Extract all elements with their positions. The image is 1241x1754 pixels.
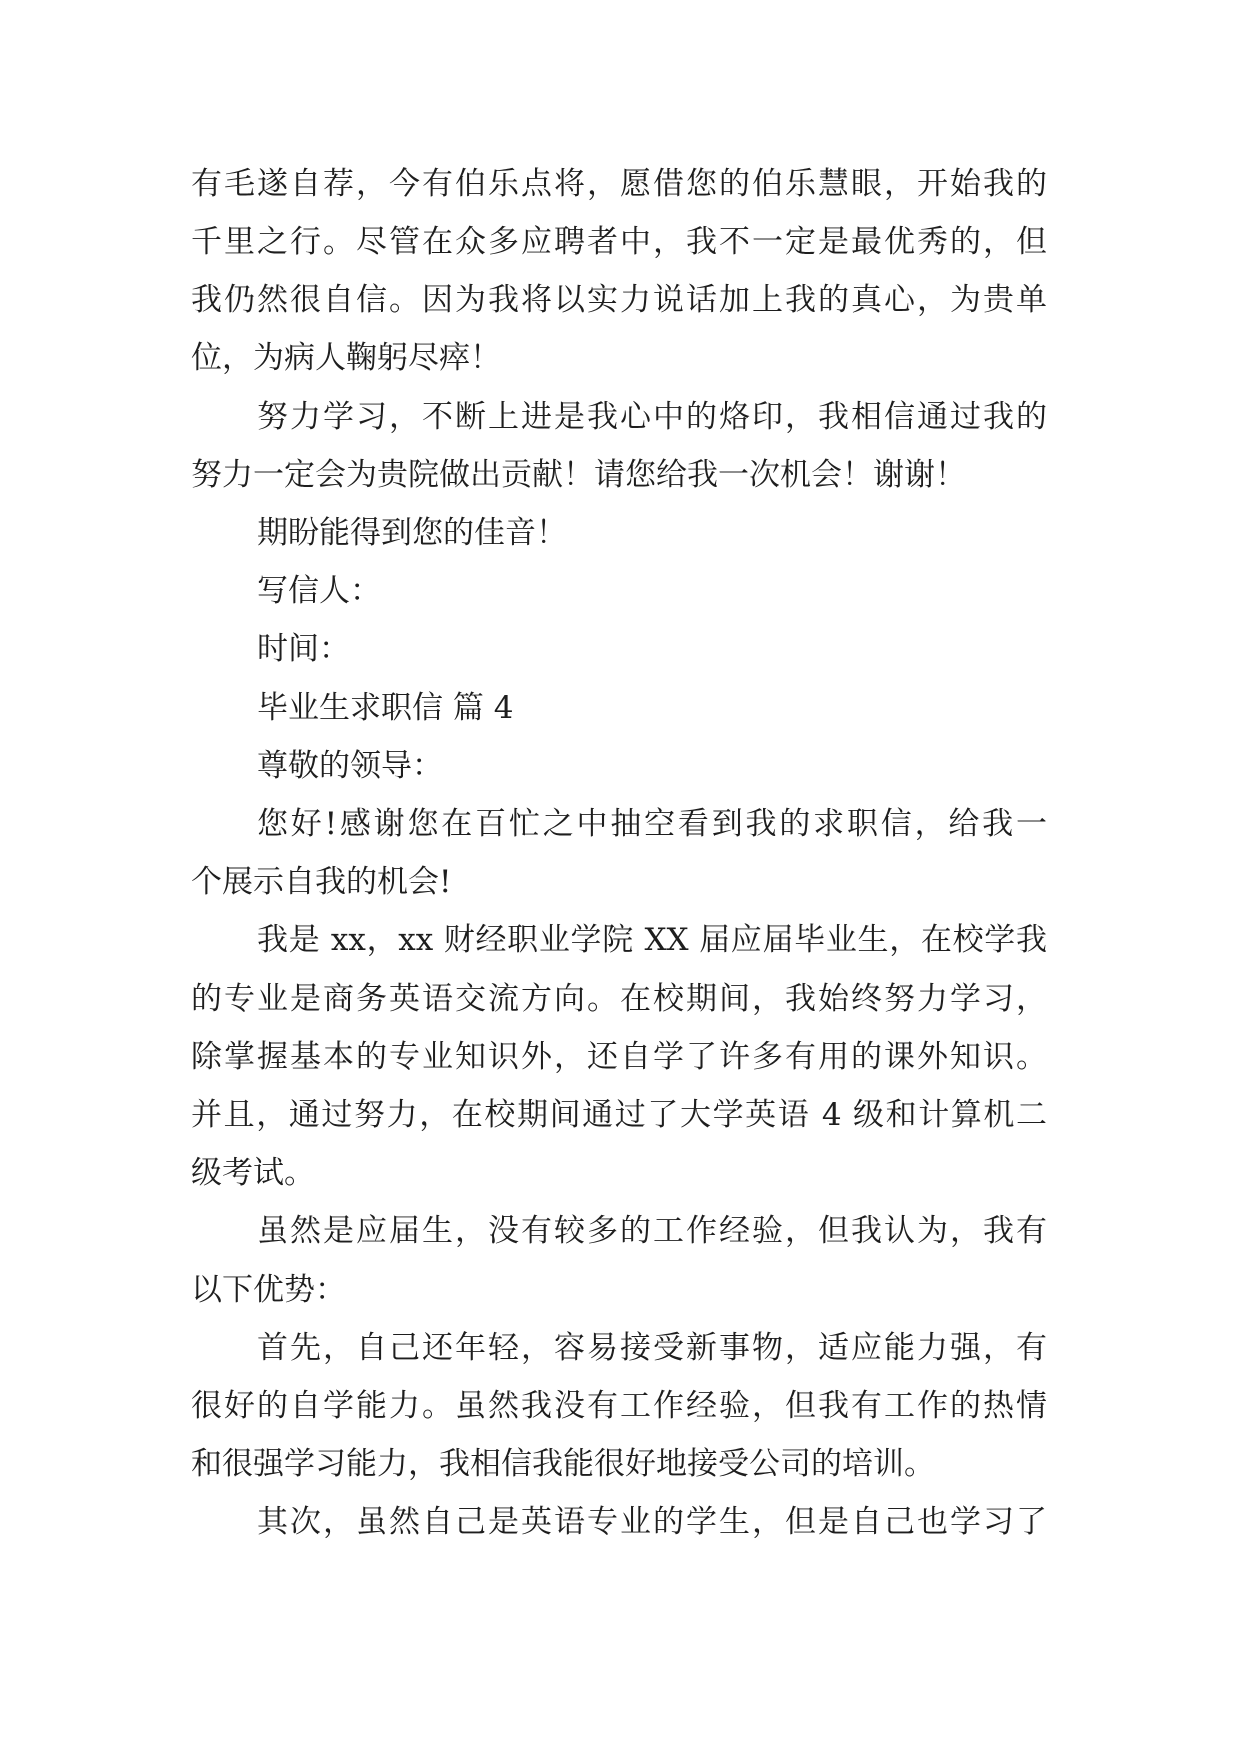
paragraph-start-line: 虽然是应届生，没有较多的工作经验，但我认为，我有 <box>257 1213 1047 1249</box>
paragraph-start-line: 首先，自己还年轻，容易接受新事物，适应能力强，有 <box>257 1330 1047 1366</box>
date-label: 时间： <box>257 631 350 667</box>
text-line: 我仍然很自信。因为我将以实力说话加上我的真心，为贵单 <box>191 282 1047 318</box>
paragraph-start-line: 我是 xx，xx 财经职业学院 XX 届应届毕业生，在校学我 <box>257 922 1047 958</box>
signature-label: 写信人： <box>257 573 381 609</box>
text-line: 位，为病人鞠躬尽瘁！ <box>191 340 501 376</box>
text-line: 和很强学习能力，我相信我能很好地接受公司的培训。 <box>191 1446 935 1482</box>
salutation: 尊敬的领导： <box>257 748 443 784</box>
paragraph-start-line: 其次，虽然自己是英语专业的学生，但是自己也学习了 <box>257 1504 1047 1540</box>
text-line: 除掌握基本的专业知识外，还自学了许多有用的课外知识。 <box>191 1039 1047 1075</box>
text-line: 级考试。 <box>191 1155 315 1191</box>
paragraph-start-line: 您好!感谢您在百忙之中抽空看到我的求职信，给我一 <box>257 806 1047 842</box>
text-line: 很好的自学能力。虽然我没有工作经验，但我有工作的热情 <box>191 1388 1047 1424</box>
text-line: 并且，通过努力，在校期间通过了大学英语 4 级和计算机二 <box>191 1097 1047 1133</box>
text-line: 以下优势： <box>191 1272 346 1308</box>
paragraph-start-line: 努力学习，不断上进是我心中的烙印，我相信通过我的 <box>257 399 1047 435</box>
section-heading: 毕业生求职信 篇 4 <box>257 690 514 726</box>
text-line: 有毛遂自荐，今有伯乐点将，愿借您的伯乐慧眼，开始我的 <box>191 166 1047 202</box>
text-line: 努力一定会为贵院做出贡献！请您给我一次机会！谢谢！ <box>191 457 966 493</box>
text-line: 的专业是商务英语交流方向。在校期间，我始终努力学习， <box>191 981 1047 1017</box>
text-line: 个展示自我的机会! <box>191 864 452 900</box>
text-line: 千里之行。尽管在众多应聘者中，我不一定是最优秀的，但 <box>191 224 1047 260</box>
closing-line: 期盼能得到您的佳音！ <box>257 515 567 551</box>
